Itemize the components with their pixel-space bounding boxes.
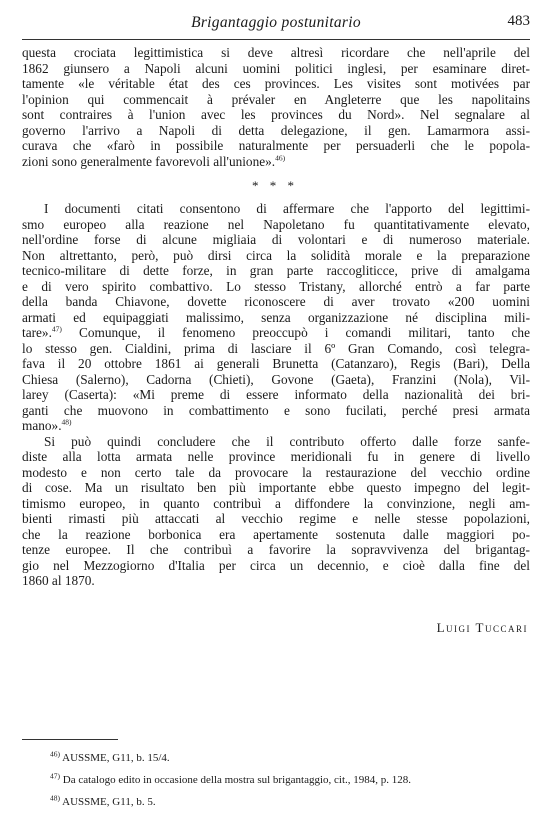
text-line-content: zioni sono generalmente favorevoli all'unione».: [22, 153, 276, 169]
text-line: smo europeo alla reazione nel Napoletano fu quantitativamente elevato,: [22, 216, 530, 232]
paragraph-1: [22, 45, 530, 169]
text-line: 1862 giunsero a Napoli alcuni uomini politici inglesi, per esaminare diret-: [22, 60, 530, 76]
footnotes: [50, 749, 530, 818]
author-signature: Luigi Tuccari: [436, 620, 528, 635]
text-line: larey (Caserta): «Mi preme di essere informato della nazionalità dei bri-: [22, 387, 530, 402]
text-line: diste alla lotta armata nelle province meridionali fu in genere di livello: [22, 449, 530, 464]
text-line: modesto e non certo tale da provocare la restaurazione del vecchio ordine: [22, 464, 530, 480]
page-number: 483: [507, 13, 530, 29]
text-line: nell'ordine forse di alcune migliaia di volontari e di numeroso materiale.: [22, 232, 530, 247]
paragraph-2: [22, 201, 530, 434]
text-line: Si può quindi concludere che il contributo offerto dalle forze sanfe-: [44, 433, 530, 449]
text-line-content: tare».$^{47)}$ Comunque, il fenomeno preoccupò i comandi militari, tanto che: [22, 324, 530, 340]
text-line-content: mano».: [22, 418, 62, 433]
text-line: curava che «farò in possibile naturalmente per persuaderli che le popola-: [22, 138, 530, 153]
text-line: bienti rimasti più attaccati al vecchio regime e nelle stesse popolazioni,: [22, 511, 530, 526]
text-line: 1860 al 1870.: [22, 573, 95, 588]
paragraph-3: [22, 434, 530, 589]
footnote-rule: [22, 739, 118, 740]
footnote-text: AUSSME, G11, b. 15/4.: [62, 752, 170, 764]
text-line: Non altrettanto, però, può dirsi circa la solidità morale e la preparazione: [22, 247, 530, 263]
text-line: governo l'arrivo a Napoli di detta delegazione, il gen. Lamarmora assi-: [22, 122, 530, 138]
text-line: lo stesso gen. Cialdini, prima di lasciare il 6º Gran Comando, così telegra-: [22, 340, 530, 356]
text-line: ganti che muovono in combattimento e sono fucilati, perché presi armata: [22, 402, 530, 418]
text-line: e di vero spirito combattivo. Lo stesso Tristany, allorché entrò a far parte: [22, 278, 530, 294]
running-title: Brigantaggio postunitario: [191, 14, 361, 31]
text-line: [22, 418, 530, 434]
text-line: tenze europee. Il che contribuì a favorire la sopravvivenza del brigantag-: [22, 542, 530, 557]
text-line: questa crociata legittimistica si deve altresì ricordare che nell'aprile del: [22, 45, 530, 60]
footnote-ref-48: 48): [61, 417, 72, 427]
text-line: [22, 154, 530, 170]
footnote-47: [50, 771, 530, 796]
footnote-mark: 46): [50, 749, 60, 759]
text-line: tamente «le véritable état des ces provinces. Les visites sont motivées par: [22, 76, 530, 91]
text-line: Chiesa (Salerno), Cadorna (Chieti), Govone (Gaeta), Franzini (Nola), Vil-: [22, 371, 530, 387]
footnote-mark: 47): [50, 771, 60, 781]
footnote-text: Da catalogo edito in occasione della mostra sul brigantaggio, cit., 1984, p. 128.: [62, 774, 411, 786]
page-header: [22, 12, 530, 36]
text-line: di cose. Ma un risultato ben più importante ebbe questo impegno del legit-: [22, 480, 530, 495]
footnote-ref-46: 46): [275, 153, 286, 163]
footnote-mark: 48): [50, 793, 60, 803]
section-separator: * * *: [252, 178, 298, 193]
text-line: della banda Chiavone, dovette riconoscere di aver trovato «200 uomini: [22, 294, 530, 309]
text-line: fava il 20 ottobre 1861 ai generali Brunetta (Catanzaro), Regis (Bari), Della: [22, 356, 530, 371]
text-line: che la reazione borbonica era apertamente sostenuta dalle maggiori po-: [22, 526, 530, 542]
footnote-text: AUSSME, G11, b. 5.: [62, 796, 156, 808]
text-line: [22, 325, 530, 341]
text-line: tecnico-militare di dette forze, in gran parte raccogliticce, prive di amalgama: [22, 263, 530, 278]
text-line: sont contraires à l'union avec les provinces du Nord». Nel segnalare al: [22, 107, 530, 122]
footnote-48: [50, 793, 530, 818]
footnote-ref-47: 47): [51, 324, 62, 334]
text-line: armati ed equipaggiati malissimo, senza organizzazione né disciplina mili-: [22, 309, 530, 325]
text-line: timismo europeo, in quanto contribuì a diffondere la convinzione, negli am-: [22, 495, 530, 511]
text-line: gio nel Mezzogiorno d'Italia per circa un decennio, e cioè dalla fine del: [22, 557, 530, 573]
section-break: [22, 169, 530, 201]
body-text: [22, 45, 530, 589]
text-line: I documenti citati consentono di affermare che l'apporto del legittimi-: [44, 201, 530, 216]
header-rule: [22, 39, 530, 40]
text-line: l'opinion qui commencait à prévaler en Angleterre que les napolitains: [22, 91, 530, 107]
footnote-46: [50, 749, 530, 774]
